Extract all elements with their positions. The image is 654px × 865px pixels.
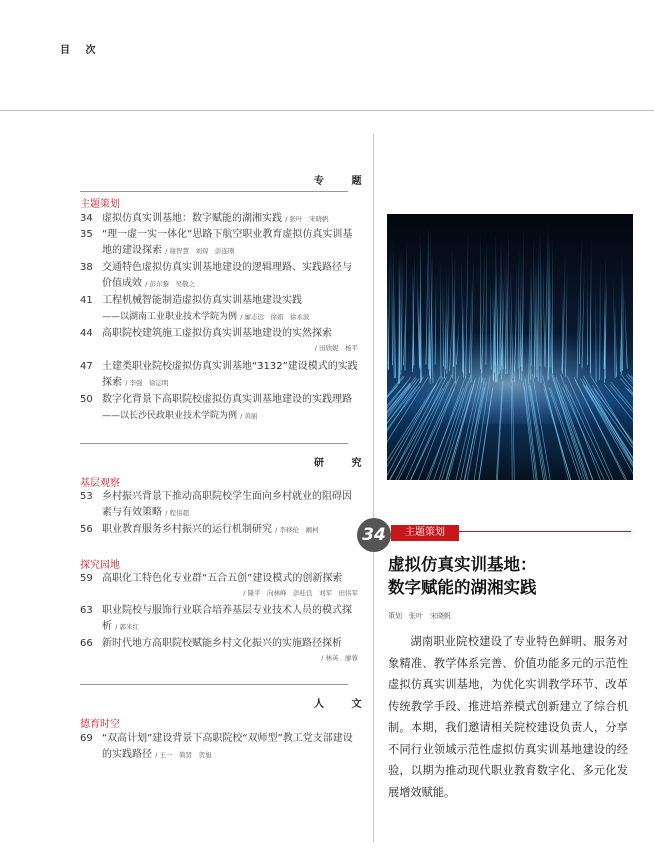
section-divider — [80, 443, 348, 444]
entry-title: 交通特色虚拟仿真实训基地建设的逻辑理路、实践路径与价值成效 — [102, 262, 352, 289]
section-heading-zhuanti: 专 题 — [314, 176, 374, 187]
page-number: 38 — [80, 262, 93, 273]
entry-title: 乡村振兴背景下推动高职院校学生面向乡村就业的阻碍因素与有效策略 — [102, 491, 352, 518]
entry-authors: / 王一 简贤 贺旭 — [155, 751, 212, 759]
entry-subtitle: ——以湖南工业职业技术学院为例 — [102, 312, 238, 322]
feature-title-line1: 虚拟仿真实训基地： — [388, 555, 537, 574]
entry-authors: / 黄丽 — [240, 412, 258, 420]
page-title: 目 次 — [60, 45, 102, 56]
toc-entry[interactable] — [80, 522, 360, 538]
feature-title-line2: 数字赋能的湖湘实践 — [388, 578, 537, 597]
entry-authors: / 李移伦 阚柯 — [275, 526, 319, 534]
light-streaks-illustration — [387, 214, 633, 480]
entry-title: 土建类职业院校虚拟仿真实训基地“3132”建设模式的实践探索 — [102, 361, 358, 388]
subsection-label: 基层观察 — [80, 478, 120, 489]
entry-authors: / 李强 徐运明 — [125, 379, 169, 387]
page-badge: 34 — [357, 518, 391, 552]
entry-title: 工程机械智能制造虚拟仿真实训基地建设实践 — [102, 295, 302, 306]
entry-authors: / 张叶 宋晓帆 — [285, 215, 329, 223]
entry-title: 高职院校建筑施工虚拟仿真实训基地建设的实然探索 — [102, 328, 332, 339]
entry-title: 数字化背景下高职院校虚拟仿真实训基地建设的实践理路 — [102, 394, 352, 405]
subsection-label: 主题策划 — [80, 199, 120, 210]
toc-entry[interactable] — [80, 603, 360, 635]
page-number: 47 — [80, 361, 93, 372]
page-number: 34 — [80, 213, 93, 224]
section-heading-yanjiu: 研 究 — [314, 458, 374, 469]
entry-title: 新时代地方高职院校赋能乡村文化振兴的实施路径探析 — [102, 638, 342, 649]
toc-entry[interactable] — [80, 731, 360, 763]
entry-authors: / 田欣妮 杨平 — [314, 344, 358, 352]
toc-entry[interactable] — [80, 293, 360, 325]
entry-authors: / 林英 廖蓉 — [321, 654, 358, 662]
feature-tag: 主题策划 — [391, 525, 459, 541]
cover-image — [387, 214, 633, 480]
page-number: 66 — [80, 638, 93, 649]
toc-entry[interactable] — [80, 392, 360, 424]
entry-authors: / 廖志远 徐娟 徐永波 — [240, 313, 310, 321]
toc-entry[interactable] — [80, 359, 360, 391]
page-number: 50 — [80, 394, 93, 405]
entry-title: 职业教育服务乡村振兴的运行机制研究 — [102, 524, 272, 535]
column-divider — [373, 134, 374, 842]
toc-entry[interactable] — [80, 260, 360, 292]
entry-title: 虚拟仿真实训基地：数字赋能的湖湘实践 — [102, 213, 282, 224]
feature-byline: 策划 张叶 宋晓帆 — [388, 612, 451, 620]
page-number: 41 — [80, 295, 93, 306]
section-heading-renwen: 人 文 — [314, 699, 374, 710]
entry-title: 职业院校与服饰行业联合培养基层专业技术人员的模式探析 — [102, 605, 352, 632]
page-number: 63 — [80, 605, 93, 616]
entry-authors: / 隆平 向林峰 彭桂良 刘军 田伟军 — [243, 589, 358, 597]
toc-entry[interactable] — [80, 211, 360, 227]
entry-authors: / 程伟超 — [165, 509, 189, 517]
feature-title — [388, 553, 628, 599]
feature-tag-rule — [459, 531, 631, 532]
toc-entry[interactable] — [80, 326, 360, 354]
page-number: 59 — [80, 573, 93, 584]
toc-entry[interactable] — [80, 227, 360, 259]
page-number: 35 — [80, 229, 93, 240]
page-number: 44 — [80, 328, 93, 339]
page-number: 69 — [80, 733, 93, 744]
toc-entry[interactable] — [80, 489, 360, 521]
page-number: 53 — [80, 491, 93, 502]
entry-authors: / 谢智慧 刘琼 彭连刚 — [165, 247, 235, 255]
subsection-label: 德育时空 — [80, 719, 120, 730]
entry-authors: / 彭东黎 吴敬之 — [145, 280, 195, 288]
entry-title: 高职化工特色化专业群“五合五创”建设模式的创新探索 — [102, 573, 343, 584]
toc-entry[interactable] — [80, 636, 360, 664]
entry-title: “双高计划”建设背景下高职院校“双师型”教工党支部建设的实践路径 — [102, 733, 353, 760]
page-number: 56 — [80, 524, 93, 535]
toc-entry[interactable] — [80, 571, 360, 599]
section-divider — [80, 684, 348, 685]
entry-subtitle: ——以长沙民政职业技术学院为例 — [102, 411, 238, 421]
feature-lead-paragraph: 湖南职业院校建设了专业特色鲜明、服务对象精准、教学体系完善、价值功能多元的示范性虚拟仿真实训基地，为优化实训教学环节、改革传统教学手段、推进培养模式创新建立了综合机制。本期，我们邀请相关院校建设负责人，分享不同行业领域示范性虚拟仿真实训基地建设的经验，以期为推动现代职业教育数字化、多元化发展增效赋能。 — [388, 635, 628, 799]
header-divider — [0, 110, 654, 111]
entry-authors: / 郭米红 — [115, 623, 139, 631]
entry-title: “理一虚一实一体化”思路下航空职业教育虚拟仿真实训基地的建设探索 — [102, 229, 353, 256]
subsection-label: 探究园地 — [80, 560, 120, 571]
section-divider — [80, 191, 348, 192]
